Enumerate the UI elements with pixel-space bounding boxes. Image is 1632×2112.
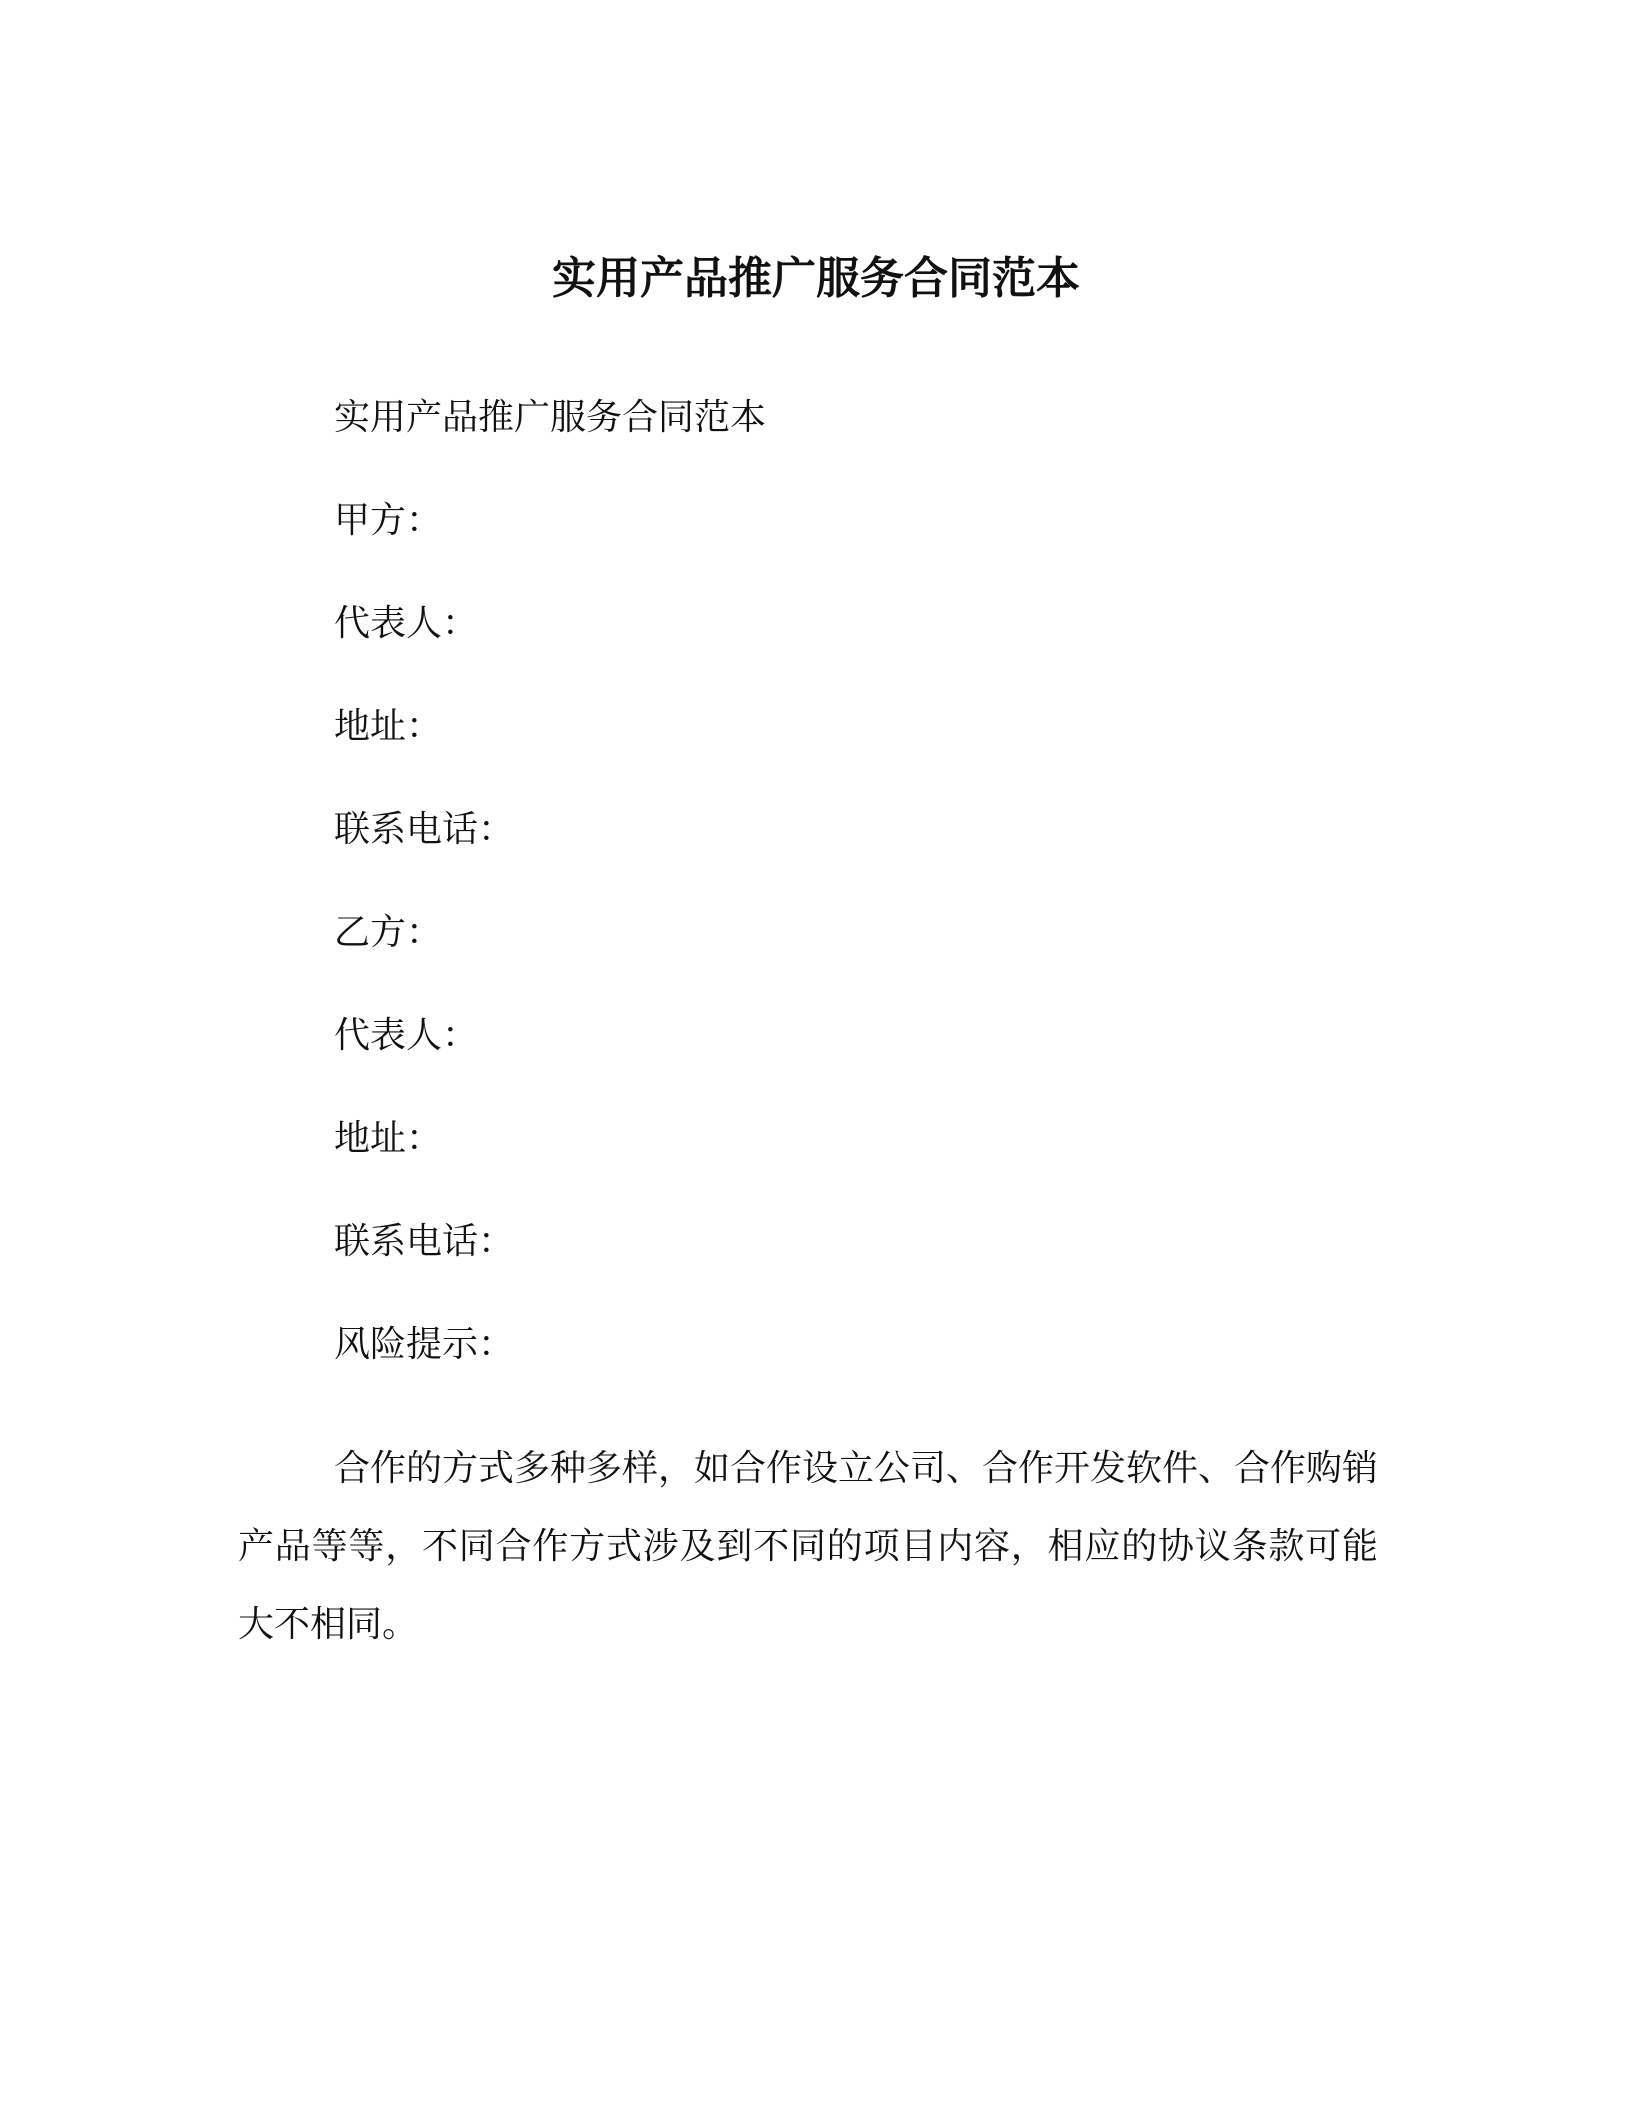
party-b-phone: 联系电话： bbox=[334, 1221, 515, 1262]
risk-paragraph: 合作的方式多种多样，如合作设立公司、合作开发软件、合作购销产品等等，不同合作方式涉及到不同的项目内容，相应的协议条款可能大不相同。 bbox=[238, 1448, 1379, 1645]
party-a-representative: 代表人： bbox=[334, 603, 479, 644]
party-a-address: 地址： bbox=[334, 706, 443, 747]
contract-fields bbox=[334, 394, 766, 1424]
document-title: 实用产品推广服务合同范本 bbox=[552, 253, 1080, 305]
party-b-label: 乙方： bbox=[334, 912, 443, 953]
party-b-address: 地址： bbox=[334, 1118, 443, 1159]
party-a-label: 甲方： bbox=[334, 500, 443, 541]
party-b-representative: 代表人： bbox=[334, 1015, 479, 1056]
document-subtitle: 实用产品推广服务合同范本 bbox=[334, 397, 767, 438]
party-a-phone: 联系电话： bbox=[334, 809, 515, 850]
risk-label: 风险提示： bbox=[334, 1324, 515, 1365]
